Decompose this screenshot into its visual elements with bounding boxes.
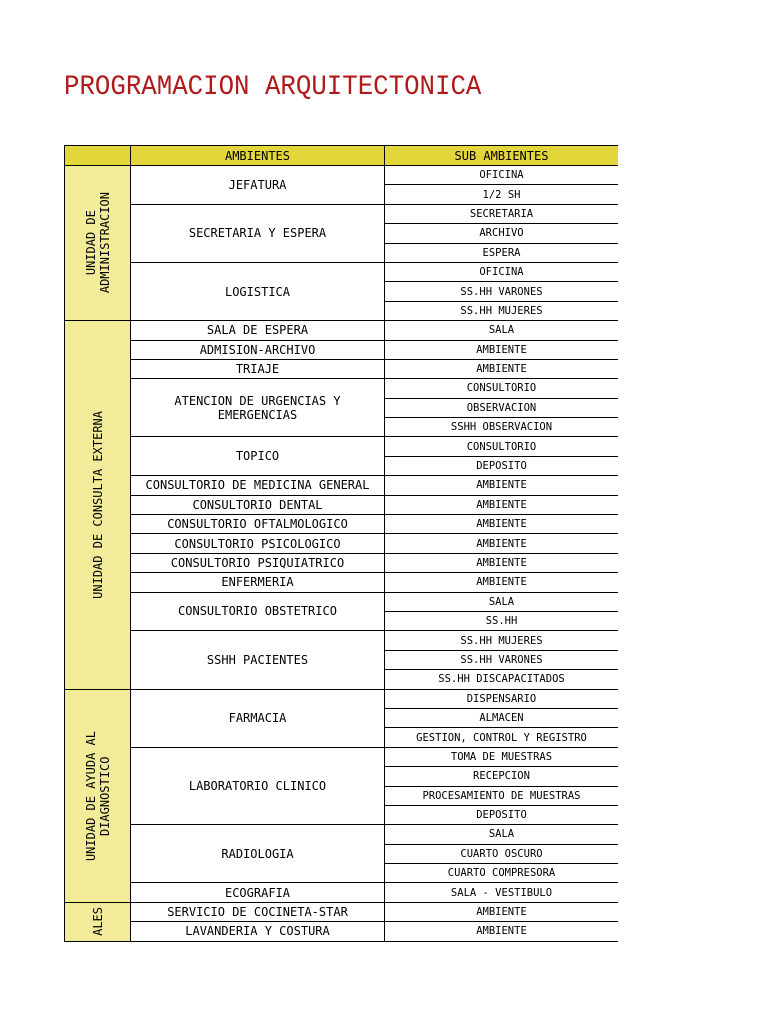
sub-ambiente-cell: AMBIENTE xyxy=(385,495,619,514)
ambiente-cell: CONSULTORIO PSIQUIATRICO xyxy=(131,553,385,572)
sub-ambiente-cell: AMBIENTE xyxy=(385,476,619,495)
ambiente-cell: SALA DE ESPERA xyxy=(131,321,385,340)
unit-label: UNIDAD DE CONSULTA EXTERNA xyxy=(90,410,105,599)
sub-ambiente-cell: AMBIENTE xyxy=(385,340,619,359)
sub-ambiente-cell: 1/2 SH xyxy=(385,185,619,204)
table-row xyxy=(65,902,619,921)
sub-ambiente-cell: AMBIENTE xyxy=(385,553,619,572)
header-row xyxy=(65,146,619,166)
ambiente-cell: CONSULTORIO DENTAL xyxy=(131,495,385,514)
sub-ambiente-cell: ALMACEN xyxy=(385,708,619,727)
ambiente-cell: LAVANDERIA Y COSTURA xyxy=(131,922,385,941)
sub-ambiente-cell: CUARTO OSCURO xyxy=(385,844,619,863)
ambiente-cell: ATENCION DE URGENCIAS Y EMERGENCIAS xyxy=(131,379,385,437)
unit-label: UNIDAD DE AYUDA AL DIAGNOSTICO xyxy=(83,730,112,861)
ambiente-cell: CONSULTORIO PSICOLOGICO xyxy=(131,534,385,553)
sub-ambiente-cell: SECRETARIA xyxy=(385,204,619,223)
ambiente-cell: ENFERMERIA xyxy=(131,573,385,592)
sub-ambiente-cell: SS.HH xyxy=(385,611,619,630)
unit-label: ALES xyxy=(90,907,105,937)
sub-ambiente-cell: AMBIENTE xyxy=(385,922,619,941)
table-row xyxy=(65,340,619,359)
table-row xyxy=(65,495,619,514)
sub-ambiente-cell: SS.HH DISCAPACITADOS xyxy=(385,670,619,689)
unit-cell xyxy=(65,166,131,321)
sub-ambiente-cell: SALA xyxy=(385,321,619,340)
sub-ambiente-cell: OFICINA xyxy=(385,262,619,281)
sub-ambiente-cell: CONSULTORIO xyxy=(385,379,619,398)
spreadsheet xyxy=(64,145,618,942)
sub-ambiente-cell: SS.HH MUJERES xyxy=(385,631,619,650)
sub-ambiente-cell: SS.HH VARONES xyxy=(385,650,619,669)
unit-cell xyxy=(65,689,131,902)
table-row xyxy=(65,825,619,844)
ambiente-cell: ADMISION-ARCHIVO xyxy=(131,340,385,359)
table-row xyxy=(65,922,619,941)
sub-ambiente-cell: ESPERA xyxy=(385,243,619,262)
sub-ambiente-cell: SALA - VESTIBULO xyxy=(385,883,619,902)
table-row xyxy=(65,359,619,378)
ambiente-cell: RADIOLOGIA xyxy=(131,825,385,883)
sub-ambiente-cell: SALA xyxy=(385,592,619,611)
table-row xyxy=(65,689,619,708)
table-row xyxy=(65,553,619,572)
ambiente-cell: TOPICO xyxy=(131,437,385,476)
sub-ambiente-cell: CONSULTORIO xyxy=(385,437,619,456)
ambiente-cell: SERVICIO DE COCINETA-STAR xyxy=(131,902,385,921)
sub-ambiente-cell: PROCESAMIENTO DE MUESTRAS xyxy=(385,786,619,805)
sub-ambiente-cell: TOMA DE MUESTRAS xyxy=(385,747,619,766)
sub-ambiente-cell: SS.HH MUJERES xyxy=(385,301,619,320)
ambiente-cell: SECRETARIA Y ESPERA xyxy=(131,204,385,262)
table-row xyxy=(65,321,619,340)
sub-ambiente-cell: DEPOSITO xyxy=(385,456,619,475)
ambiente-cell: CONSULTORIO OBSTETRICO xyxy=(131,592,385,631)
sub-ambiente-cell: AMBIENTE xyxy=(385,534,619,553)
header-ambientes: AMBIENTES xyxy=(131,146,385,166)
ambiente-cell: SSHH PACIENTES xyxy=(131,631,385,689)
sub-ambiente-cell: RECEPCION xyxy=(385,767,619,786)
sub-ambiente-cell: AMBIENTE xyxy=(385,902,619,921)
table-row xyxy=(65,204,619,223)
ambiente-cell: JEFATURA xyxy=(131,166,385,205)
ambiente-cell: LABORATORIO CLINICO xyxy=(131,747,385,825)
program-table xyxy=(64,145,618,942)
sub-ambiente-cell: DISPENSARIO xyxy=(385,689,619,708)
ambiente-cell: CONSULTORIO OFTALMOLOGICO xyxy=(131,515,385,534)
unit-cell xyxy=(65,321,131,689)
unit-label: UNIDAD DE ADMINISTRACION xyxy=(83,192,112,294)
ambiente-cell: FARMACIA xyxy=(131,689,385,747)
sub-ambiente-cell: ARCHIVO xyxy=(385,224,619,243)
table-body xyxy=(65,146,619,942)
table-row xyxy=(65,515,619,534)
sub-ambiente-cell: GESTION, CONTROL Y REGISTRO xyxy=(385,728,619,747)
table-row xyxy=(65,379,619,398)
table-row xyxy=(65,534,619,553)
sub-ambiente-cell: DEPOSITO xyxy=(385,805,619,824)
table-row xyxy=(65,476,619,495)
header-sub-ambientes: SUB AMBIENTES xyxy=(385,146,619,166)
ambiente-cell: LOGISTICA xyxy=(131,262,385,320)
sub-ambiente-cell: SALA xyxy=(385,825,619,844)
header-unit xyxy=(65,146,131,166)
sub-ambiente-cell: OBSERVACION xyxy=(385,398,619,417)
ambiente-cell: CONSULTORIO DE MEDICINA GENERAL xyxy=(131,476,385,495)
ambiente-cell: TRIAJE xyxy=(131,359,385,378)
sub-ambiente-cell: AMBIENTE xyxy=(385,573,619,592)
table-row xyxy=(65,883,619,902)
sub-ambiente-cell: AMBIENTE xyxy=(385,515,619,534)
page-title: PROGRAMACION ARQUITECTONICA xyxy=(64,72,482,103)
table-row xyxy=(65,573,619,592)
sub-ambiente-cell: SSHH OBSERVACION xyxy=(385,418,619,437)
table-row xyxy=(65,437,619,456)
ambiente-cell: ECOGRAFIA xyxy=(131,883,385,902)
table-row xyxy=(65,592,619,611)
sub-ambiente-cell: CUARTO COMPRESORA xyxy=(385,864,619,883)
sub-ambiente-cell: SS.HH VARONES xyxy=(385,282,619,301)
sub-ambiente-cell: AMBIENTE xyxy=(385,359,619,378)
sub-ambiente-cell: OFICINA xyxy=(385,166,619,185)
table-row xyxy=(65,166,619,185)
table-row xyxy=(65,262,619,281)
table-row xyxy=(65,747,619,766)
table-row xyxy=(65,631,619,650)
unit-cell xyxy=(65,902,131,941)
